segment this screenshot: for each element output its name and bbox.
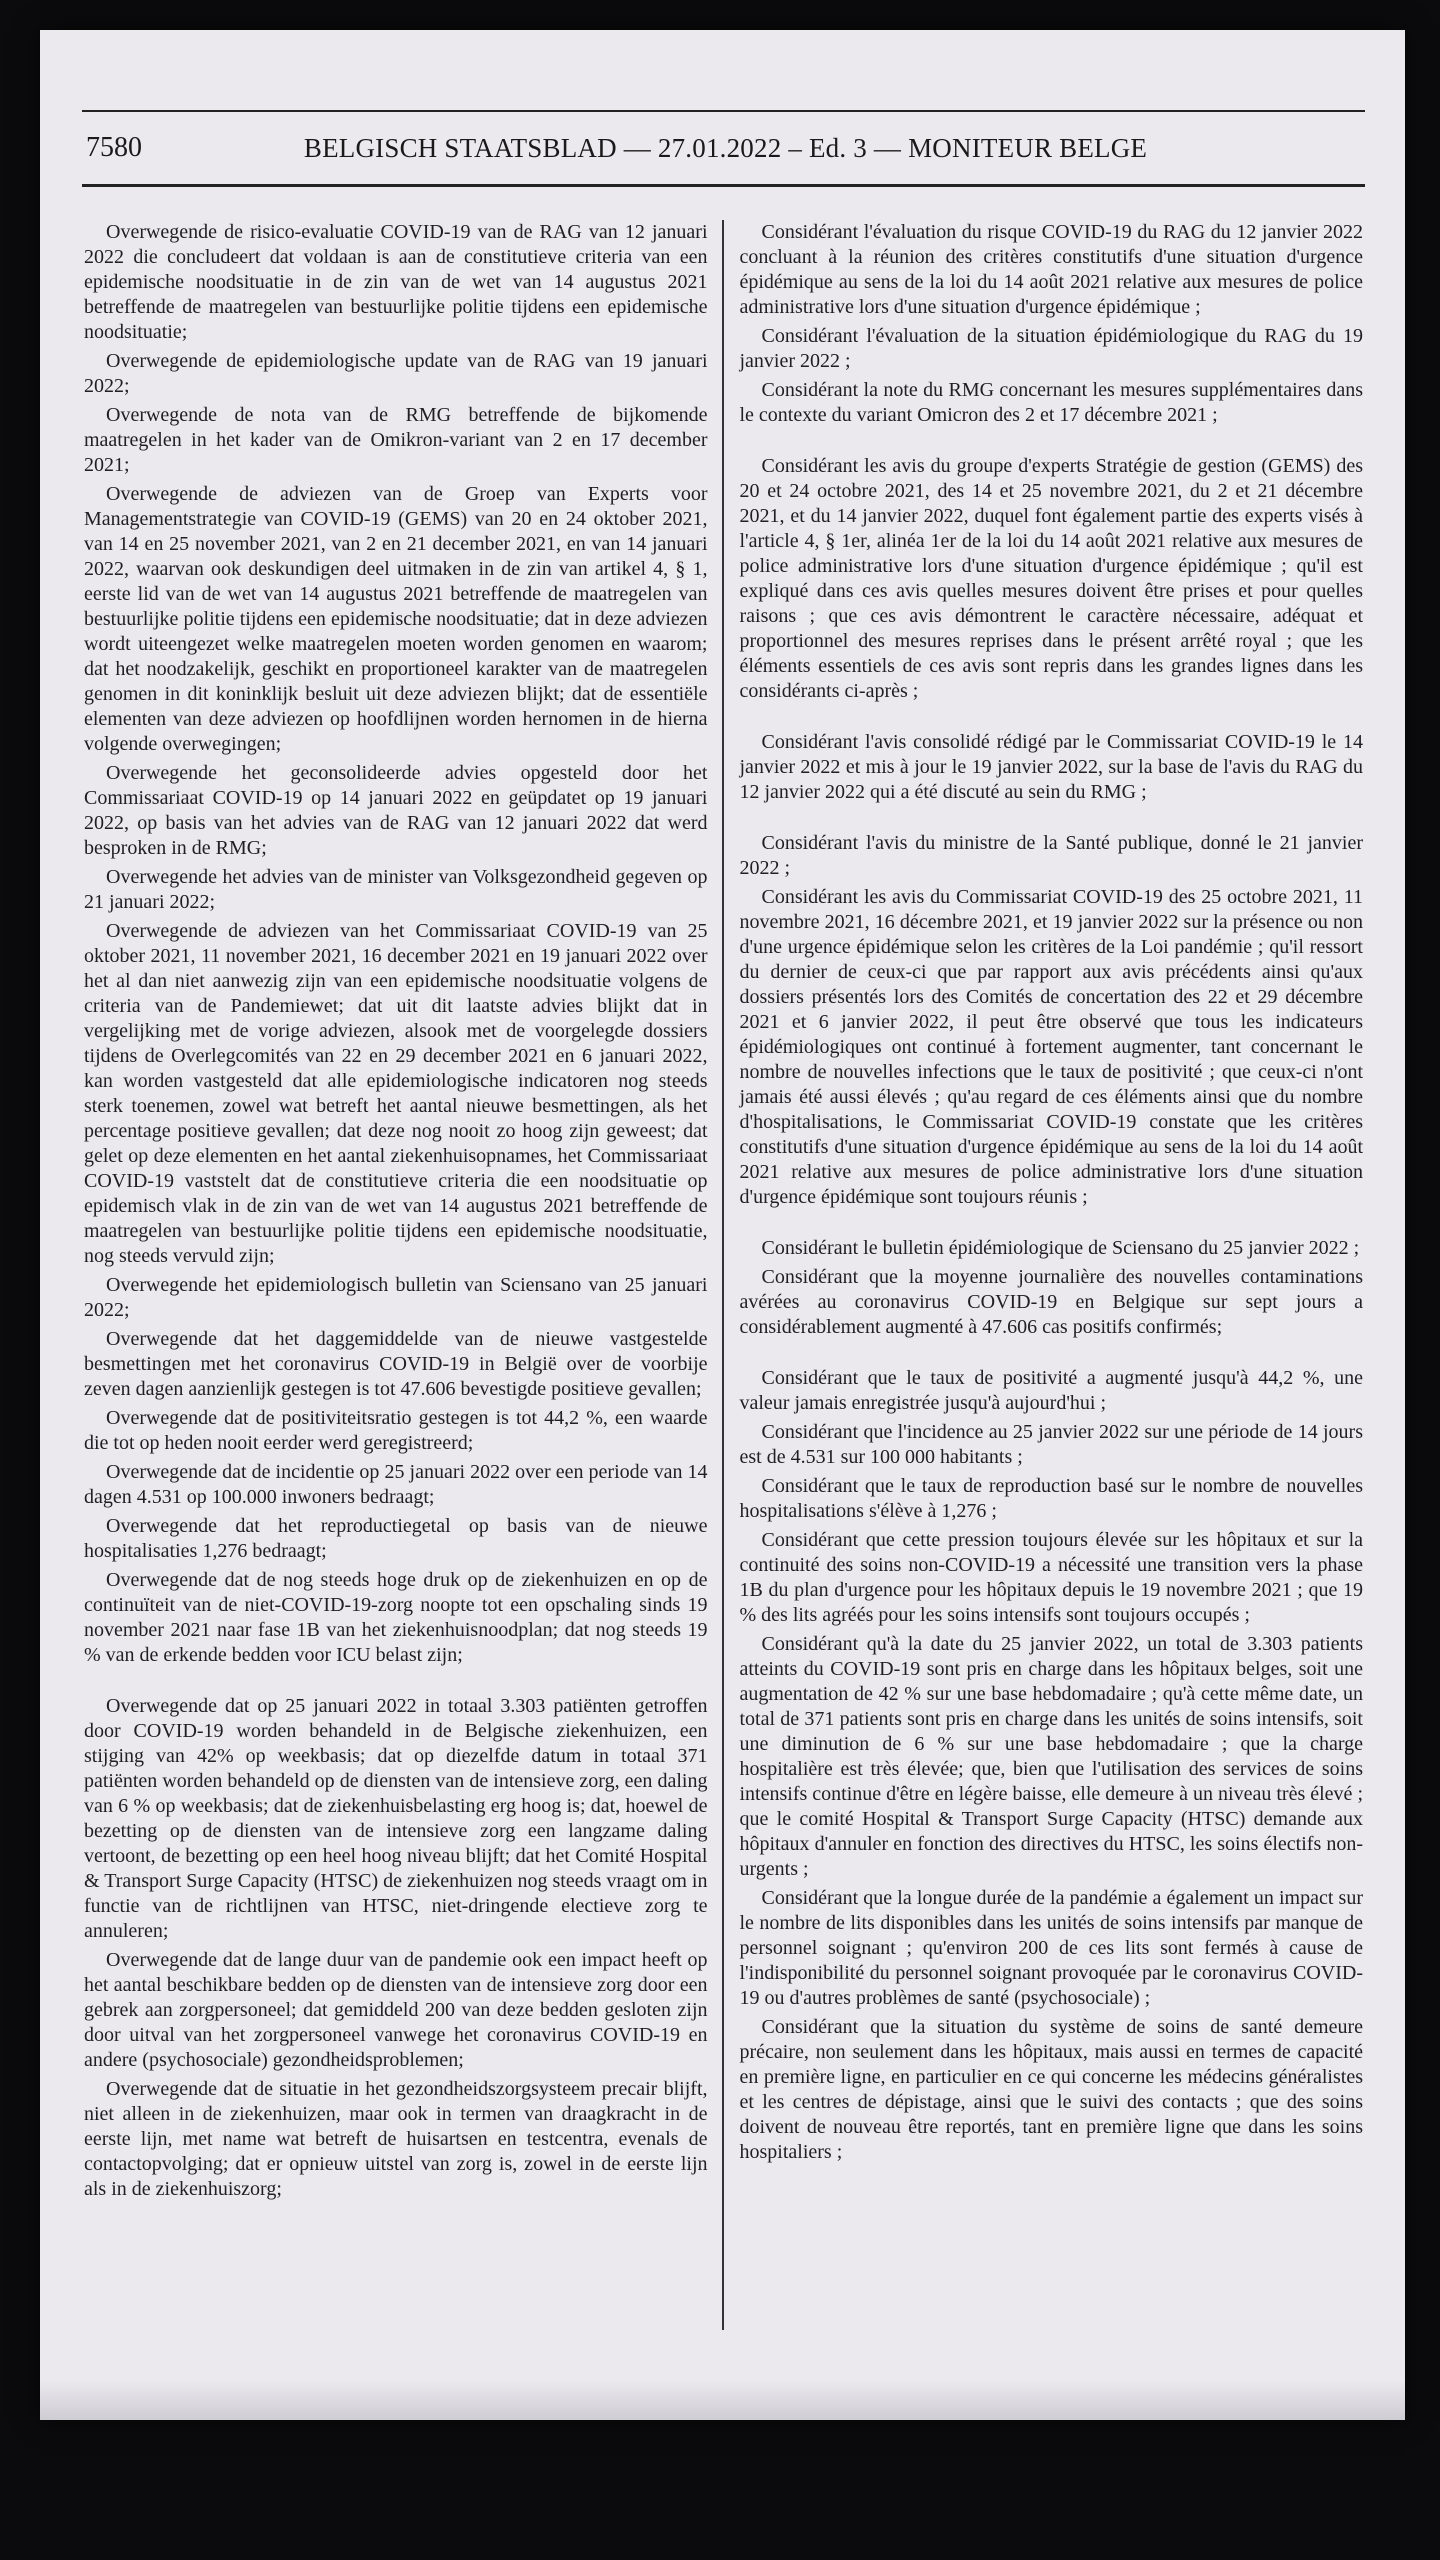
dutch-paragraph: Overwegende dat de situatie in het gezondheidszorgsysteem precair blijft, niet alleen in de ziekenhuizen, maar ook in termen van draagkracht in de eerste lijn, met name wat betreft de huisartsen en testcentra, evenals de contactopvolging; dat er opnieuw uitstel van zorg is, zowel in de eerste lijn als in de ziekenhuiszorg; — [84, 2078, 708, 2200]
paragraph-spacer — [740, 1344, 1364, 1366]
french-paragraph: Considérant les avis du Commissariat COVID-19 des 25 octobre 2021, 11 novembre 2021, 16 décembre 2021, et 19 janvier 2022 sur la présence ou non d'une urgence épidémique selon les critères de la Loi pandémie ; qu'il ressort du dernier de ceux-ci que par rapport aux avis précédents ainsi qu'aux dossiers présentés lors des Comités de concertation des 22 et 29 décembre 2021 et 6 janvier 2022, il peut être observé que tous les indicateurs épidémiologiques ont continué à fortement augmenter, tant concernant le nombre de nouvelles infections que le taux de positivité ; que ceux-ci n'ont jamais été aussi élevés ; qu'au regard de ces éléments ainsi que du nombre d'hospitalisations, le Commissariat COVID-19 constate que les critères constitutifs d'une situation d'urgence épidémique au sens de la loi du 14 août 2021 relative aux mesures de police administrative lors d'une situation d'urgence épidémique sont toujours réunis ; — [739, 886, 1363, 1208]
french-paragraph: Considérant l'évaluation du risque COVID-19 du RAG du 12 janvier 2022 concluant à la réunion des critères constitutifs d'une situation d'urgence épidémique au sens de la loi du 14 août 2021 relative aux mesures de police administrative lors d'une situation d'urgence épidémique ; — [739, 221, 1363, 318]
french-paragraph: Considérant que la longue durée de la pandémie a également un impact sur le nombre de lits disponibles dans les unités de soins intensifs par manque de personnel soignant ; qu'environ 200 de ces lits sont fermés à cause de l'indisponibilité du personnel soignant provoquée par le coronavirus COVID-19 ou d'autres problèmes de santé (psychosociale) ; — [739, 1887, 1363, 2009]
paragraph-spacer — [84, 1672, 708, 1694]
dutch-paragraph: Overwegende de risico-evaluatie COVID-19 van de RAG van 12 januari 2022 die concludeert dat voldaan is aan de constitutieve criteria van een epidemische noodsituatie in de zin van de wet van 14 augustus 2021 betreffende de maatregelen van bestuurlijke politie tijdens een epidemische noodsituatie; — [84, 221, 708, 343]
paragraph-spacer — [740, 1214, 1364, 1236]
dutch-paragraph: Overwegende het advies van de minister van Volksgezondheid gegeven op 21 januari 2022; — [84, 866, 708, 913]
french-column — [724, 220, 1364, 2330]
dutch-paragraph: Overwegende de adviezen van het Commissariaat COVID-19 van 25 oktober 2021, 11 november 2021, 16 december 2021 en 19 januari 2022 over het al dan niet aanwezig zijn van een epidemische noodsituatie volgens de criteria van de Pandemiewet; dat uit dit laatste advies blijkt dat in vergelijking met de vorige adviezen, alsook met de voorgelegde dossiers tijdens de Overlegcomités van 22 en 29 december 2021 en 6 januari 2022, kan worden vastgesteld dat alle epidemiologische indicatoren nog steeds sterk toenemen, zowel wat betreft het aantal nieuwe besmettingen, als het percentage positieve gevallen; dat deze nog nooit zo hoog zijn geweest; dat gelet op deze elementen en het aantal ziekenhuisopnames, het Commissariaat COVID-19 vaststelt dat de constitutieve criteria die een noodsituatie op epidemisch vlak in de zin van de wet van 14 augustus 2021 betreffende de maatregelen van bestuurlijke politie tijdens een epidemische noodsituatie, nog steeds vervuld zijn; — [84, 920, 708, 1267]
paragraph-spacer — [740, 809, 1364, 831]
french-paragraph: Considérant le bulletin épidémiologique de Sciensano du 25 janvier 2022 ; — [761, 1237, 1360, 1259]
paragraph-spacer — [740, 708, 1364, 730]
french-paragraph: Considérant que la situation du système de soins de santé demeure précaire, non seulement dans les hôpitaux, mais aussi en termes de capacité en première ligne, en particulier en ce qui concerne les médecins généralistes et les centres de dépistage, ainsi que le suivi des contacts ; que des soins doivent de nouveau être reportés, tant en première ligne que dans les soins hospitaliers ; — [739, 2016, 1363, 2163]
french-paragraph: Considérant l'évaluation de la situation épidémiologique du RAG du 19 janvier 2022 ; — [739, 325, 1363, 372]
two-column-body — [84, 220, 1363, 2330]
page-header — [82, 110, 1365, 187]
dutch-paragraph: Overwegende dat de nog steeds hoge druk op de ziekenhuizen en op de continuïteit van de niet-COVID-19-zorg noopte tot een opschaling sinds 19 november 2021 naar fase 1B van het ziekenhuisnoodplan; dat nog steeds 19 % van de erkende bedden voor ICU belast zijn; — [84, 1569, 708, 1666]
dutch-paragraph: Overwegende de epidemiologische update van de RAG van 19 januari 2022; — [84, 350, 708, 397]
french-paragraph: Considérant l'avis du ministre de la Santé publique, donné le 21 janvier 2022 ; — [739, 832, 1363, 879]
dutch-paragraph: Overwegende dat het reproductiegetal op basis van de nieuwe hospitalisaties 1,276 bedraagt; — [84, 1515, 708, 1562]
french-paragraph: Considérant la note du RMG concernant les mesures supplémentaires dans le contexte du variant Omicron des 2 et 17 décembre 2021 ; — [739, 379, 1363, 426]
dutch-paragraph: Overwegende dat de positiviteitsratio gestegen is tot 44,2 %, een waarde die tot op heden nooit eerder werd geregistreerd; — [84, 1407, 708, 1454]
french-paragraph: Considérant l'avis consolidé rédigé par le Commissariat COVID-19 le 14 janvier 2022 et mis à jour le 19 janvier 2022, sur la base de l'avis du RAG du 12 janvier 2022 qui a été discuté au sein du RMG ; — [739, 731, 1363, 803]
dutch-paragraph: Overwegende het epidemiologisch bulletin van Sciensano van 25 januari 2022; — [84, 1274, 708, 1321]
paragraph-spacer — [740, 432, 1364, 454]
dutch-paragraph: Overwegende dat op 25 januari 2022 in totaal 3.303 patiënten getroffen door COVID-19 worden behandeld in de Belgische ziekenhuizen, een stijging van 42% op weekbasis; dat op diezelfde datum in totaal 371 patiënten worden behandeld op de diensten van de intensieve zorg, een daling van 6 % op weekbasis; dat de ziekenhuisbelasting erg hoog is; dat, hoewel de bezetting op de diensten van de intensieve zorg een langzame daling vertoont, de bezetting op een heel hoog niveau blijft; dat het Comité Hospital & Transport Surge Capacity (HTSC) de ziekenhuizen nog steeds vraagt om in functie van de richtlijnen van HTSC, niet-dringende electieve zorg te annuleren; — [84, 1695, 708, 1942]
french-paragraph: Considérant que cette pression toujours élevée sur les hôpitaux et sur la continuité des soins non-COVID-19 a nécessité une transition vers la phase 1B du plan d'urgence pour les hôpitaux depuis le 19 novembre 2021 ; que 19 % des lits agréés pour les soins intensifs sont toujours occupés ; — [739, 1529, 1363, 1626]
dutch-paragraph: Overwegende dat het daggemiddelde van de nieuwe vastgestelde besmettingen met het coronavirus COVID-19 in België over de voorbije zeven dagen aanzienlijk gestegen is tot 47.606 bevestigde positieve gevallen; — [84, 1328, 708, 1400]
french-paragraph: Considérant que le taux de reproduction basé sur le nombre de nouvelles hospitalisations s'élève à 1,276 ; — [739, 1475, 1363, 1522]
dutch-paragraph: Overwegende dat de lange duur van de pandemie ook een impact heeft op het aantal beschikbare bedden op de diensten van de intensieve zorg door een gebrek aan zorgpersoneel; dat gemiddeld 200 van deze bedden gesloten zijn door uitval van het zorgpersoneel vanwege het coronavirus COVID-19 en andere (psychosociale) gezondheidsproblemen; — [84, 1949, 708, 2071]
dutch-paragraph: Overwegende de nota van de RMG betreffende de bijkomende maatregelen in het kader van de Omikron-variant van 2 en 17 december 2021; — [84, 404, 708, 476]
running-title: BELGISCH STAATSBLAD — 27.01.2022 – Ed. 3 — MONITEUR BELGE — [303, 132, 1148, 163]
french-paragraph: Considérant que le taux de positivité a augmenté jusqu'à 44,2 %, une valeur jamais enregistrée jusqu'à aujourd'hui ; — [739, 1367, 1363, 1414]
french-paragraph: Considérant qu'à la date du 25 janvier 2022, un total de 3.303 patients atteints du COVID-19 sont pris en charge dans les hôpitaux belges, soit une augmentation de 42 % sur une base hebdomadaire ; qu'à cette même date, un total de 371 patients sont pris en charge dans les unités de soins intensifs, soit une diminution de 6 % sur une base hebdomadaire ; que la charge hospitalière est très élevée; que, bien que l'utilisation des services de soins intensifs continue d'être en légère baisse, elle demeure à un niveau très élevé ; que le comité Hospital & Transport Surge Capacity (HTSC) demande aux hôpitaux d'annuler en fonction des directives du HTSC, les soins électifs non-urgents ; — [739, 1633, 1363, 1880]
dutch-paragraph: Overwegende de adviezen van de Groep van Experts voor Managementstrategie van COVID-19 (GEMS) van 20 en 24 oktober 2021, van 14 en 25 november 2021, van 2 en 21 december 2021, en van 14 januari 2022, waarvan ook deskundigen deel uitmaken in de zin van artikel 4, § 1, eerste lid van de wet van 14 augustus 2021 betreffende de maatregelen van bestuurlijke politie tijdens een epidemische noodsituatie; dat in deze adviezen wordt uiteengezet welke maatregelen moeten worden genomen en waarom; dat het noodzakelijk, geschikt en proportioneel karakter van de maatregelen genomen in dit koninklijk besluit uit deze adviezen blijkt; dat de essentiële elementen van deze adviezen op hoofdlijnen worden hernomen in de hierna volgende overwegingen; — [84, 483, 708, 755]
french-paragraph: Considérant que l'incidence au 25 janvier 2022 sur une période de 14 jours est de 4.531 sur 100 000 habitants ; — [739, 1421, 1363, 1468]
page-bottom-shade — [40, 2380, 1405, 2420]
dutch-paragraph: Overwegende dat de incidentie op 25 januari 2022 over een periode van 14 dagen 4.531 op 100.000 inwoners bedraagt; — [84, 1461, 708, 1508]
dutch-column — [84, 220, 722, 2330]
dutch-paragraph: Overwegende het geconsolideerde advies opgesteld door het Commissariaat COVID-19 op 14 januari 2022 en geüpdatet op 19 januari 2022, op basis van het advies van de RAG van 12 januari 2022 dat werd besproken in de RMG; — [84, 762, 708, 859]
french-paragraph: Considérant les avis du groupe d'experts Stratégie de gestion (GEMS) des 20 et 24 octobre 2021, des 14 et 25 novembre 2021, du 2 et 21 décembre 2021, et du 14 janvier 2022, duquel font également partie des experts visés à l'article 4, § 1er, alinéa 1er de la loi du 14 août 2021 relative aux mesures de police administrative lors d'une situation d'urgence épidémique ; qu'il est expliqué dans ces avis quelles mesures doivent être prises et pour quelles raisons ; que ces avis démontrent le caractère nécessaire, adéquat et proportionnel des mesures reprises dans le présent arrêté royal ; que les éléments essentiels de ces avis sont repris dans les grandes lignes dans les considérants ci-après ; — [739, 455, 1363, 702]
gazette-page — [40, 30, 1405, 2420]
page-number: 7580 — [86, 132, 142, 163]
french-paragraph: Considérant que la moyenne journalière des nouvelles contaminations avérées au coronavirus COVID-19 en Belgique sur sept jours a considérablement augmenté à 47.606 cas positifs confirmés; — [739, 1266, 1363, 1338]
